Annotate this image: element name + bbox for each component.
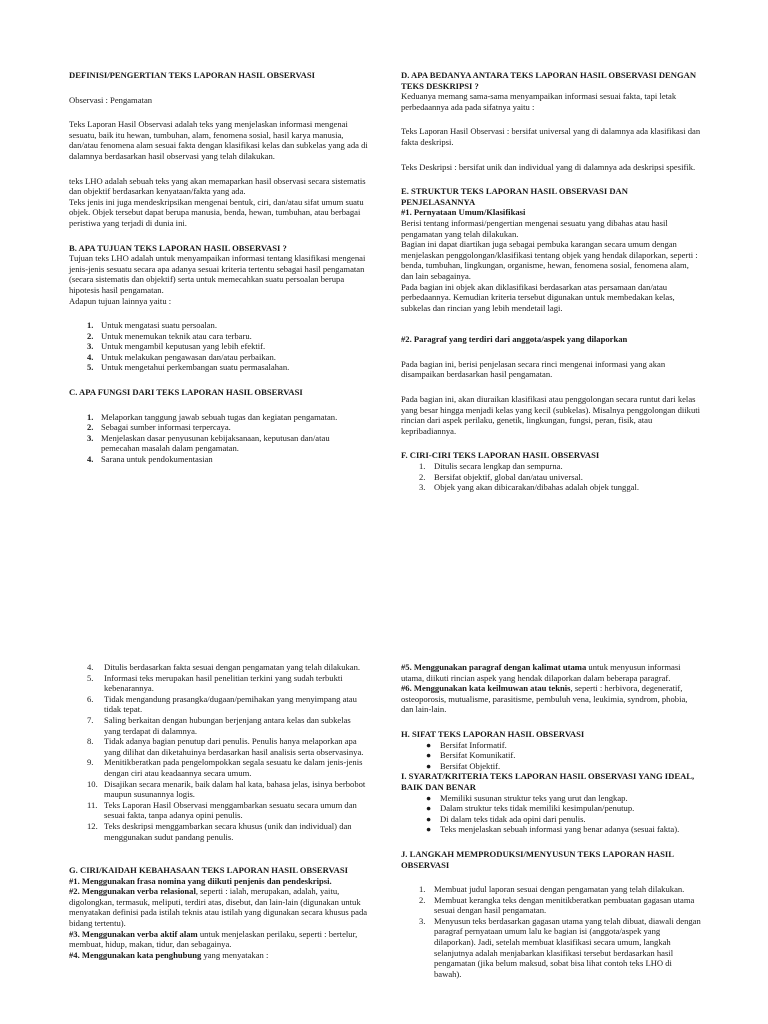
column-top-right — [401, 70, 701, 493]
list-item: ● Dalam struktur teks tidak memiliki kesimpulan/penutup. — [426, 803, 635, 814]
list-item: 6. Tidak mengandung prasangka/dugaan/pemihakan yang menyimpang atau tidak tepat. — [87, 693, 357, 715]
observasi-line: Observasi : Pengamatan — [69, 94, 153, 105]
list-item: ● Bersifat Informatif. — [426, 739, 507, 750]
paragraph: teks LHO adalah sebuah teks yang akan memaparkan hasil observasi secara sistematis dan objektif berdasarkan kenyataan/fakta yang ada. — [69, 175, 366, 197]
list-item: 3. Objek yang akan dibicarakan/dibahas adalah objek tunggal. — [419, 482, 639, 493]
section-title-structure: E. STRUKTUR TEKS LAPORAN HASIL OBSERVASI DAN PENJELASANNYA — [401, 186, 628, 207]
rule-item: #3. Menggunakan verba aktif alam untuk menjelaskan perilaku, seperti : bertelur, membuat, hidup, makan, tidur, dan sebagainya. — [69, 928, 358, 950]
section-title-steps: J. LANGKAH MEMPRODUKSI/MENYUSUN TEKS LAPORAN HASIL OBSERVASI — [401, 848, 674, 870]
list-item: ● Teks menjelaskan sebuah informasi yang benar adanya (sesuai fakta). — [426, 824, 680, 835]
list-item: 4. Ditulis berdasarkan fakta sesuai dengan pengamatan yang telah dilakukan. — [87, 662, 361, 672]
list-item: 2. Sebagai sumber informasi terpercaya. — [87, 422, 231, 433]
list-item: 10. Disajikan secara menarik, baik dalam hal kata, bahasa jelas, isinya berbobot maupun susunannya logis. — [87, 778, 366, 800]
list-item: 2. Bersifat objektif, global dan/atau universal. — [419, 471, 583, 482]
column-bottom-left — [69, 662, 369, 960]
paragraph: Pada bagian ini, akan diuraikan klasifikasi atau penggolongan secara runtut dari kelas yang besar hingga menjadi kelas yang kecil (subkelas). Misalnya penggolongan diikuti rincian dari aspek perilaku, genetik, lingkungan, fungsi, peran, fisik, atau kepribadiannya. — [401, 394, 701, 436]
rule-item: #1. Menggunakan frasa nomina yang diikuti penjenis dan pendeskripsi. — [69, 875, 332, 886]
list-item: 8. Tidak adanya bagian penutup dari penulis. Penulis hanya melaporkan apa yang dilihat dan diketahuinya berdasarkan hasil analisis serta observasinya. — [87, 736, 364, 757]
characteristics-list — [401, 461, 701, 493]
bullet-icon: ● — [426, 824, 432, 835]
paragraph: Pada bagian ini objek akan diklasifikasi berdasarkan atas persamaan dan/atau perbedaannya. Kemudian kriteria tersebut digunakan untuk membedakan kelas, subkelas dan rincian yang lebih mendetail lagi. — [401, 281, 675, 313]
list-item: 3. Menyusun teks berdasarkan gagasan utama yang telah dibuat, diawali dengan paragraf pernyataan umum lalu ke bagian isi (anggota/aspek yang dilaporkan). Jadi, setelah membuat klasifikasi secara umum, langkah selanjutnya adalah menjabarkan klasifikasi tersebut berdasarkan hasil pengamatan (jika belum maksud, sobat bisa lihat contoh teks LHO di bawah). — [419, 915, 701, 979]
section-title-nature: H. SIFAT TEKS LAPORAN HASIL OBSERVASI — [401, 728, 585, 739]
list-item: 11. Teks Laporan Hasil Observasi menggambarkan sesuatu secara umum dan sesuai fakta, tanpa adanya opini penulis. — [87, 799, 357, 821]
bullet-icon: ● — [426, 739, 432, 750]
list-item: 12. Teks deskripsi menggambarkan secara khusus (unik dan individual) dan menggunakan sudut pandang penulis. — [87, 820, 352, 842]
bullet-icon: ● — [426, 760, 432, 771]
paragraph: Tujuan teks LHO adalah untuk menyampaikan informasi tentang klasifikasi mengenai jenis-jenis sesuatu secara apa adanya sesuai kriteria tertentu sebagai hasil pengamatan (secara sistematis dan objektif) serta untuk memecahkan suatu persoalan berupa hipotesis hasil pengamatan. — [69, 253, 366, 295]
paragraph: Adapun tujuan lainnya yaitu : — [69, 295, 172, 306]
paragraph: Keduanya memang sama-sama menyampaikan informasi sesuai fakta, tapi letak perbedaannya ada pada sifatnya yaitu : — [401, 91, 677, 112]
list-item: 4. Sarana untuk pendokumentasian — [87, 454, 213, 465]
paragraph: Bagian ini dapat diartikan juga sebagai pembuka karangan secara umum dengan menjelaskan penggolongan/klasifikasi tentang objek yang hendak dilaporkan, seperti : benda, tumbuhan, lingkungan, organisme, hewan, fenomena sosial, fenomena alam, dan lain sebagainya. — [401, 239, 698, 281]
list-item: 7. Saling berkaitan dengan hubungan berjenjang antara kelas dan subkelas yang terdapat di dalamnya. — [87, 714, 351, 736]
section-title-definition: DEFINISI/PENGERTIAN TEKS LAPORAN HASIL OBSERVASI — [69, 70, 315, 80]
list-item: 3. Untuk mengambil keputusan yang lebih efektif. — [87, 341, 266, 352]
list-item: 3. Menjelaskan dasar penyusunan kebijaksanaan, keputusan dan/atau pemecahan masalah dalam pengamatan. — [87, 432, 330, 454]
section-title-purpose: B. APA TUJUAN TEKS LAPORAN HASIL OBSERVASI ? — [69, 242, 287, 253]
bullet-icon: ● — [426, 792, 432, 803]
list-item: 1. Ditulis secara lengkap dan sempurna. — [419, 461, 563, 472]
list-item: 1. Untuk mengatasi suatu persoalan. — [87, 320, 217, 331]
rule-item: #2. Menggunakan verba relasional, seperti : ialah, merupakan, adalah, yaitu, digolongkan, termasuk, meliputi, terdiri atas, disebut, dan lain-lain (digunakan untuk menyatakan definisi pada istilah teknis atau istilah yang digunakan secara khusus pada bidang tertentu). — [69, 886, 368, 929]
subsection-title: #1. Pernyataan Umum/Klasifikasi — [401, 207, 526, 218]
column-bottom-right — [401, 662, 701, 979]
column-top-left — [69, 70, 369, 465]
nature-list — [401, 740, 701, 772]
rule-item: #5. Menggunakan paragraf dengan kalimat utama untuk menyusun informasi utama, diikuti rincian aspek yang hendak dilaporkan dalam beberapa paragraf. — [401, 662, 681, 683]
section-title-characteristics: F. CIRI-CIRI TEKS LAPORAN HASIL OBSERVASI — [401, 450, 600, 461]
list-item: 1. Membuat judul laporan sesuai dengan pengamatan yang telah dilakukan. — [419, 884, 685, 895]
paragraph: Teks jenis ini juga mendeskripsikan mengenai bentuk, ciri, dan/atau sifat umum suatu objek. Objek tersebut dapat berupa manusia, benda, hewan, tumbuhan, atau berbagai peristiwa yang terjadi di dunia ini. — [69, 196, 364, 228]
bullet-icon: ● — [426, 813, 432, 824]
paragraph: Teks Deskripsi : bersifat unik dan individual yang di dalamnya ada deskripsi spesifik. — [401, 161, 696, 172]
list-item: ● Bersifat Komunikatif. — [426, 750, 516, 761]
criteria-list — [401, 793, 701, 835]
function-list — [69, 412, 369, 465]
section-title-difference: D. APA BEDANYA ANTARA TEKS LAPORAN HASIL OBSERVASI DENGAN TEKS DESKRIPSI ? — [401, 70, 697, 91]
list-item: ● Memiliki susunan struktur teks yang urut dan lengkap. — [426, 792, 628, 803]
list-item: ● Bersifat Objektif. — [426, 760, 501, 771]
list-item: 9. Menitikberatkan pada pengelompokkan segala sesuatu ke dalam jenis-jenis dengan ciri atau keadaannya secara umum. — [87, 757, 363, 778]
list-item: 1. Melaporkan tanggung jawab sebuah tugas dan kegiatan pengamatan. — [87, 411, 338, 422]
section-title-criteria: I. SYARAT/KRITERIA TEKS LAPORAN HASIL OBSERVASI YANG IDEAL, BAIK DAN BENAR — [401, 771, 695, 792]
bullet-icon: ● — [426, 750, 432, 761]
list-item: 2. Membuat kerangka teks dengan menitikberatkan pembuatan gagasan utama sesuai dengan hasil pengamatan. — [419, 894, 695, 916]
paragraph: Teks Laporan Hasil Observasi adalah teks yang menjelaskan informasi mengenai sesuatu, baik itu hewan, tumbuhan, alam, fenomena sosial, hasil karya manusia, dan/atau fenomena alam sesuai fakta dengan klasifikasi kelas dan subkelas yang ada di dalamnya berdasarkan hasil observasi yang telah dilakukan. — [69, 119, 368, 161]
subsection-title: #2. Paragraf yang terdiri dari anggota/aspek yang dilaporkan — [401, 334, 628, 345]
paragraph: Berisi tentang informasi/pengertian mengenai sesuatu yang dibahas atau hasil pengamatan yang telah dilakukan. — [401, 217, 668, 239]
list-item: 4. Untuk melakukan pengawasan dan/atau perbaikan. — [87, 351, 276, 362]
list-item: 5. Informasi teks merupakan hasil penelitian terkini yang sudah terbukti kebenarannya. — [87, 672, 343, 694]
steps-list — [401, 884, 701, 979]
rule-item: #4. Menggunakan kata penghubung yang menyatakan : — [69, 949, 269, 960]
rule-item: #6. Menggunakan kata keilmuwan atau teknis, seperti : herbivora, degeneratif, osteoporosis, mutualisme, parasitisme, pembuluh vena, leukimia, syndrom, phobia, dan lain-lain. — [401, 683, 688, 715]
list-item: 2. Untuk menemukan teknik atau cara terbaru. — [87, 330, 252, 341]
section-title-function: C. APA FUNGSI DARI TEKS LAPORAN HASIL OBSERVASI — [69, 387, 303, 398]
section-title-language-rules: G. CIRI/KAIDAH KEBAHASAAN TEKS LAPORAN HASIL OBSERVASI — [69, 865, 348, 876]
list-item: ● Di dalam teks tidak ada opini dari penulis. — [426, 813, 586, 824]
list-item: 5. Untuk mengetahui perkembangan suatu permasalahan. — [87, 362, 290, 373]
bullet-icon: ● — [426, 803, 432, 814]
characteristics-list-continued — [69, 662, 369, 842]
purpose-list — [69, 320, 369, 373]
paragraph: Teks Laporan Hasil Observasi : bersifat universal yang di dalamnya ada klasifikasi dan fakta deskripsi. — [401, 126, 701, 147]
paragraph: Pada bagian ini, berisi penjelasan secara rinci mengenai informasi yang akan disampaikan berdasarkan hasil pengamatan. — [401, 358, 666, 380]
